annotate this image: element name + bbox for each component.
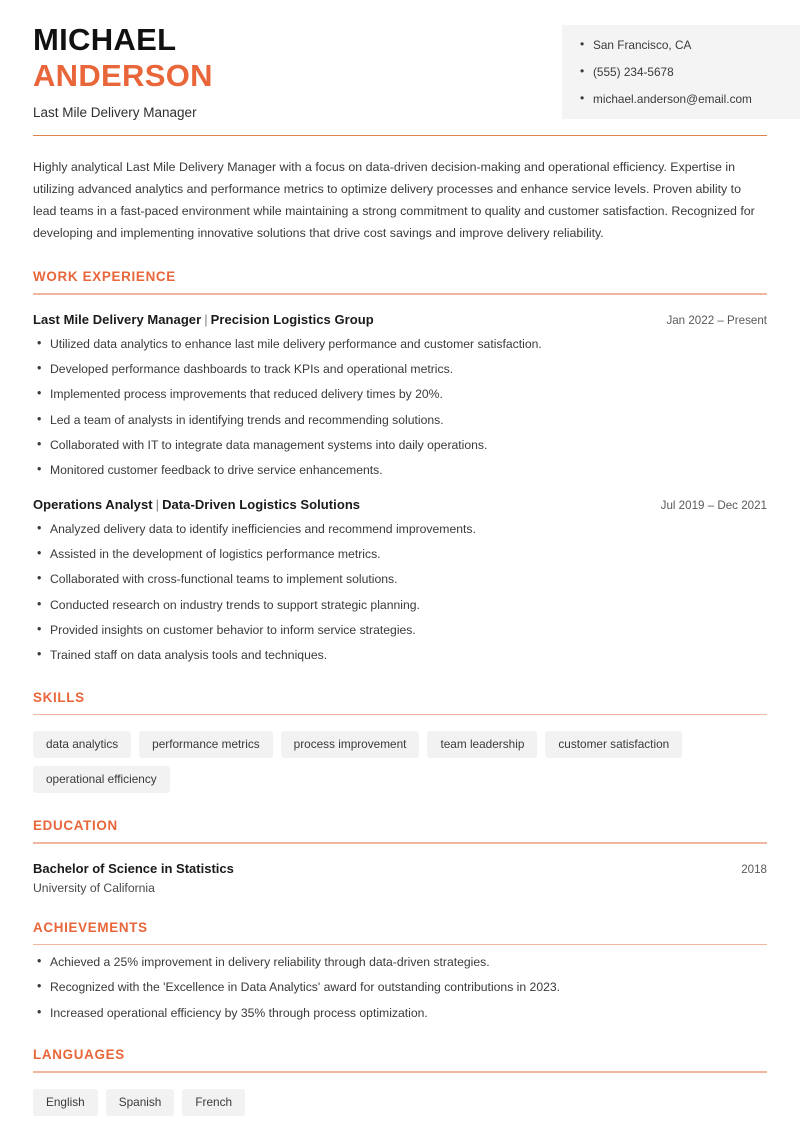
section-title-languages: LANGUAGES bbox=[33, 1047, 125, 1063]
education-year: 2018 bbox=[741, 862, 767, 876]
header-identity bbox=[0, 0, 213, 120]
contact-email[interactable]: • michael.anderson@email.com bbox=[580, 92, 800, 106]
resume-body bbox=[0, 157, 800, 1115]
list-item: • Led a team of analysts in identifying trends and recommending solutions. bbox=[33, 412, 767, 429]
experience-title-line bbox=[33, 312, 374, 327]
section-title-skills: SKILLS bbox=[33, 689, 85, 705]
skill-chip: customer satisfaction bbox=[545, 731, 682, 758]
education-entry bbox=[33, 861, 767, 895]
education-degree: Bachelor of Science in Statistics bbox=[33, 860, 234, 876]
experience-date: Jan 2022 – Present bbox=[666, 313, 767, 327]
experience-company: Precision Logistics Group bbox=[210, 311, 374, 327]
list-item: • Collaborated with cross-functional teams to implement solutions. bbox=[33, 571, 767, 588]
list-item: • Analyzed delivery data to identify inefficiencies and recommend improvements. bbox=[33, 521, 767, 538]
list-item: • Achieved a 25% improvement in delivery reliability through data-driven strategies. bbox=[33, 954, 767, 971]
skill-chip: data analytics bbox=[33, 731, 131, 758]
skill-chip: operational efficiency bbox=[33, 766, 170, 793]
contact-location: • San Francisco, CA bbox=[580, 38, 800, 52]
section-title-education: EDUCATION bbox=[33, 818, 118, 834]
education-school: University of California bbox=[33, 880, 155, 895]
list-item: • Assisted in the development of logistics performance metrics. bbox=[33, 546, 767, 563]
experience-company: Data-Driven Logistics Solutions bbox=[162, 496, 361, 512]
education-entry-header bbox=[33, 861, 767, 876]
section-education bbox=[33, 818, 767, 895]
list-item: • Increased operational efficiency by 35% through process optimization. bbox=[33, 1005, 767, 1022]
list-item: • Collaborated with IT to integrate data management systems into daily operations. bbox=[33, 437, 767, 454]
list-item: • Implemented process improvements that reduced delivery times by 20%. bbox=[33, 386, 767, 403]
languages-chip-list bbox=[33, 1089, 767, 1116]
section-rule bbox=[33, 842, 767, 844]
skill-chip: performance metrics bbox=[139, 731, 273, 758]
list-item: • Provided insights on customer behavior to inform service strategies. bbox=[33, 622, 767, 639]
experience-date: Jul 2019 – Dec 2021 bbox=[660, 498, 767, 512]
resume-header bbox=[0, 0, 800, 120]
section-rule bbox=[33, 1071, 767, 1073]
experience-bullets bbox=[33, 336, 767, 480]
list-item: • Utilized data analytics to enhance last mile delivery performance and customer satisfaction. bbox=[33, 336, 767, 353]
header-divider bbox=[33, 135, 767, 137]
contact-phone[interactable]: • (555) 234-5678 bbox=[580, 65, 800, 79]
experience-entry bbox=[33, 497, 767, 665]
section-languages bbox=[33, 1047, 767, 1115]
experience-bullets bbox=[33, 521, 767, 665]
experience-title-line bbox=[33, 497, 360, 512]
skill-chip: team leadership bbox=[427, 731, 537, 758]
language-chip: English bbox=[33, 1089, 98, 1116]
section-skills bbox=[33, 690, 767, 793]
section-rule bbox=[33, 293, 767, 295]
experience-entry-header bbox=[33, 312, 767, 327]
contact-panel bbox=[562, 25, 800, 119]
achievements-bullets bbox=[33, 954, 767, 1022]
section-title-achievements: ACHIEVEMENTS bbox=[33, 919, 148, 935]
skills-chip-list bbox=[33, 731, 767, 793]
section-rule bbox=[33, 714, 767, 716]
experience-entry bbox=[33, 312, 767, 480]
professional-summary: Highly analytical Last Mile Delivery Manager with a focus on data-driven decision-making and operational efficiency. Expertise in utilizing advanced analytics and performance metrics to optimize delivery processes and enhance service levels. Proven ability to lead teams in a fast-paced environment while maintaining a strong commitment to quality and customer satisfaction. Recognized for developing and implementing innovative solutions that drive cost savings and improve delivery reliability. bbox=[33, 160, 755, 240]
language-chip: Spanish bbox=[106, 1089, 175, 1116]
contact-list bbox=[580, 38, 800, 106]
section-work-experience bbox=[33, 269, 767, 664]
skill-chip: process improvement bbox=[281, 731, 420, 758]
header-job-title: Last Mile Delivery Manager bbox=[33, 104, 197, 120]
experience-role: Last Mile Delivery Manager bbox=[33, 311, 202, 327]
section-achievements bbox=[33, 920, 767, 1022]
language-chip: French bbox=[182, 1089, 245, 1116]
section-rule bbox=[33, 944, 767, 946]
list-item: • Trained staff on data analysis tools and techniques. bbox=[33, 647, 767, 664]
list-item: • Monitored customer feedback to drive service enhancements. bbox=[33, 462, 767, 479]
section-title-work-experience: WORK EXPERIENCE bbox=[33, 269, 176, 285]
list-item: • Conducted research on industry trends to support strategic planning. bbox=[33, 597, 767, 614]
list-item: • Developed performance dashboards to track KPIs and operational metrics. bbox=[33, 361, 767, 378]
list-item: • Recognized with the 'Excellence in Data Analytics' award for outstanding contributions in 2023. bbox=[33, 979, 767, 996]
experience-entry-header bbox=[33, 497, 767, 512]
title-separator: | bbox=[155, 496, 160, 512]
first-name: MICHAEL bbox=[33, 22, 177, 57]
last-name: ANDERSON bbox=[33, 57, 213, 93]
title-separator: | bbox=[204, 311, 208, 327]
experience-role: Operations Analyst bbox=[33, 496, 153, 512]
